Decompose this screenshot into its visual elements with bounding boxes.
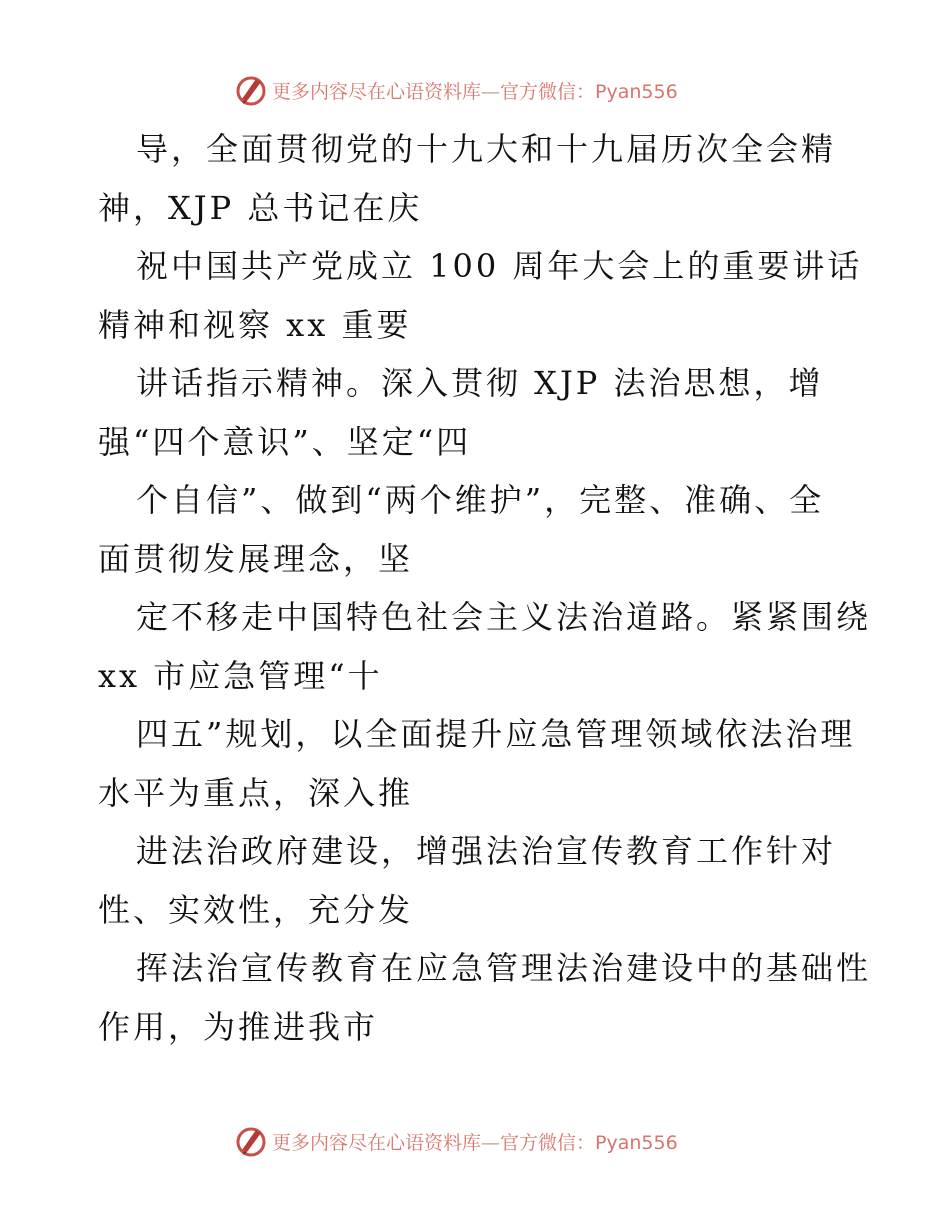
- document-body: [98, 120, 872, 1056]
- text-line: 面贯彻发展理念，坚: [98, 539, 414, 578]
- text-line: 性、实效性，充分发: [98, 890, 414, 929]
- text-line: 挥法治宣传教育在应急管理法治建设中的基础性: [136, 949, 872, 987]
- text-line: 神，XJP 总书记在庆: [98, 188, 423, 227]
- text-line: 作用，为推进我市: [98, 1007, 379, 1046]
- text-line: 水平为重点，深入推: [98, 773, 414, 812]
- text-line: 四五”规划，以全面提升应急管理领域依法治理: [136, 715, 856, 753]
- text-line: 进法治政府建设，增强法治宣传教育工作针对: [136, 832, 837, 870]
- text-line: 强“四个意识”、坚定“四: [98, 422, 472, 461]
- text-line: 定不移走中国特色社会主义法治道路。紧紧围绕: [136, 598, 872, 636]
- text-line: 导，全面贯彻党的十九大和十九届历次全会精: [136, 130, 837, 168]
- text-line: xx 市应急管理“十: [98, 656, 383, 695]
- watermark-text: 更多内容尽在心语资料库—官方微信：Pyan556: [272, 1131, 678, 1154]
- text-line: 祝中国共产党成立 100 周年大会上的重要讲话: [136, 247, 863, 285]
- header-watermark: [234, 73, 678, 107]
- quill-logo-icon: [234, 73, 268, 107]
- text-line: 精神和视察 xx 重要: [98, 305, 412, 344]
- quill-logo-icon: [234, 1124, 268, 1158]
- text-line: 讲话指示精神。深入贯彻 XJP 法治思想，增: [136, 364, 824, 402]
- footer-watermark: [234, 1124, 678, 1158]
- text-line: 个自信”、做到“两个维护”，完整、准确、全: [136, 481, 825, 519]
- watermark-text: 更多内容尽在心语资料库—官方微信：Pyan556: [272, 80, 678, 103]
